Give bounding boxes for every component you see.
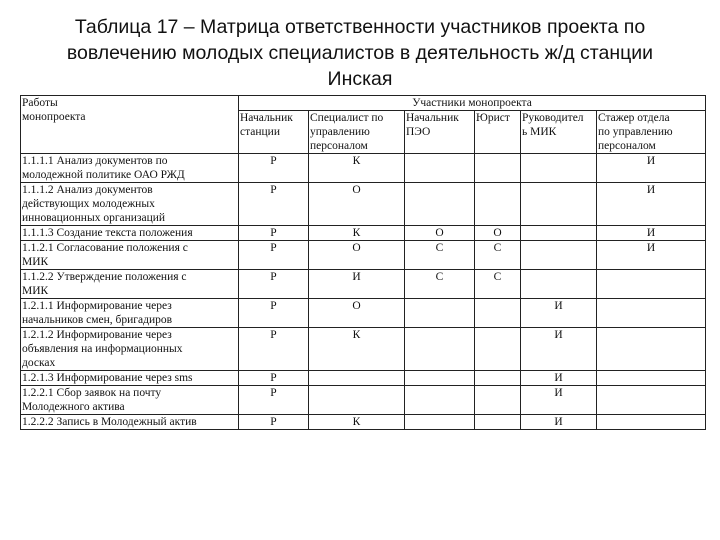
cell-line: инновационных организаций <box>22 212 166 224</box>
cell-line: досках <box>22 357 56 369</box>
table-row <box>21 371 706 386</box>
work-cell <box>21 226 239 241</box>
title-line: Инская <box>327 68 393 90</box>
responsibility-cell <box>597 328 706 371</box>
responsibility-cell: Р <box>239 226 309 241</box>
responsibility-cell: Р <box>239 299 309 328</box>
cell-line: 1.1.1.3 Создание текста положения <box>22 227 193 239</box>
cell-line: Стажер отдела <box>598 112 670 124</box>
cell-line: объявления на информационных <box>22 343 183 355</box>
cell-line: 1.2.1.3 Информирование через sms <box>22 372 193 384</box>
responsibility-cell: О <box>405 226 475 241</box>
cell-line: МИК <box>22 256 49 268</box>
responsibility-cell: С <box>405 270 475 299</box>
participant-header-cell <box>597 111 706 154</box>
cell-line: Начальник <box>240 112 293 124</box>
responsibility-cell: О <box>309 183 405 226</box>
responsibility-cell: И <box>309 270 405 299</box>
table-row <box>21 241 706 270</box>
responsibility-cell: И <box>597 241 706 270</box>
works-header-cell <box>21 96 239 154</box>
responsibility-cell: Р <box>239 241 309 270</box>
cell-line: Специалист по <box>310 112 384 124</box>
cell-line: Руководител <box>522 112 584 124</box>
responsibility-cell: И <box>597 226 706 241</box>
work-cell <box>21 371 239 386</box>
responsibility-cell <box>521 241 597 270</box>
table-row <box>21 386 706 415</box>
responsibility-cell <box>405 371 475 386</box>
responsibility-cell <box>475 415 521 430</box>
responsibility-cell <box>475 154 521 183</box>
responsibility-cell <box>521 270 597 299</box>
responsibility-cell: К <box>309 154 405 183</box>
work-cell <box>21 241 239 270</box>
responsibility-cell: К <box>309 226 405 241</box>
participant-header-cell <box>309 111 405 154</box>
table-row <box>21 226 706 241</box>
work-cell <box>21 154 239 183</box>
responsibility-cell: С <box>475 270 521 299</box>
cell-line: начальников смен, бригадиров <box>22 314 173 326</box>
participant-header-cell <box>405 111 475 154</box>
work-cell <box>21 183 239 226</box>
table-row <box>21 183 706 226</box>
responsibility-cell: Р <box>239 371 309 386</box>
responsibility-cell <box>475 299 521 328</box>
header-row-group <box>21 96 706 111</box>
cell-line: персоналом <box>598 140 656 152</box>
cell-line: станции <box>240 126 280 138</box>
cell-line: 1.1.2.1 Согласование положения с <box>22 242 188 254</box>
responsibility-cell <box>597 371 706 386</box>
responsibility-cell <box>475 371 521 386</box>
cell-line: 1.2.1.2 Информирование через <box>22 329 172 341</box>
cell-line: монопроекта <box>22 111 86 123</box>
responsibility-cell <box>597 270 706 299</box>
responsibility-cell: С <box>405 241 475 270</box>
cell-line: действующих молодежных <box>22 198 155 210</box>
work-cell <box>21 386 239 415</box>
responsibility-cell <box>309 371 405 386</box>
cell-line: ПЭО <box>406 126 431 138</box>
table-row <box>21 415 706 430</box>
responsibility-cell: Р <box>239 183 309 226</box>
cell-line: 1.2.2.1 Сбор заявок на почту <box>22 387 162 399</box>
table-row <box>21 270 706 299</box>
responsibility-cell <box>405 386 475 415</box>
responsibility-cell: Р <box>239 415 309 430</box>
responsibility-cell <box>475 328 521 371</box>
responsibility-cell <box>475 183 521 226</box>
responsibility-cell: Р <box>239 154 309 183</box>
responsibility-cell <box>405 154 475 183</box>
responsibility-cell <box>597 299 706 328</box>
cell-line: управлению <box>310 126 370 138</box>
cell-line: МИК <box>22 285 49 297</box>
work-cell <box>21 328 239 371</box>
cell-line: молодежной политике ОАО РЖД <box>22 169 185 181</box>
cell-line: персоналом <box>310 140 368 152</box>
cell-line: Начальник <box>406 112 459 124</box>
responsibility-cell: О <box>309 241 405 270</box>
responsibility-cell: Р <box>239 328 309 371</box>
responsibility-cell: И <box>521 299 597 328</box>
participant-header-cell <box>475 111 521 154</box>
cell-line: Юрист <box>476 112 510 124</box>
participant-header-cell <box>239 111 309 154</box>
responsibility-cell: О <box>309 299 405 328</box>
responsibility-cell <box>597 415 706 430</box>
responsibility-cell: С <box>475 241 521 270</box>
responsibility-cell <box>405 415 475 430</box>
responsibility-cell: О <box>475 226 521 241</box>
cell-line: 1.1.2.2 Утверждение положения с <box>22 271 187 283</box>
responsibility-cell: И <box>521 371 597 386</box>
work-cell <box>21 299 239 328</box>
table-row <box>21 299 706 328</box>
responsibility-cell <box>521 226 597 241</box>
participant-header-cell <box>521 111 597 154</box>
cell-line: Молодежного актива <box>22 401 125 413</box>
responsibility-cell <box>521 183 597 226</box>
table-row <box>21 154 706 183</box>
responsibility-cell: К <box>309 415 405 430</box>
responsibility-cell: Р <box>239 386 309 415</box>
cell-line: Работы <box>22 97 58 109</box>
work-cell <box>21 270 239 299</box>
responsibility-cell <box>405 328 475 371</box>
responsibility-cell <box>405 183 475 226</box>
document-title <box>40 14 680 92</box>
responsibility-cell: И <box>521 386 597 415</box>
responsibility-cell: И <box>521 328 597 371</box>
responsibility-cell <box>597 386 706 415</box>
cell-line: 1.1.1.2 Анализ документов <box>22 184 153 196</box>
responsibility-cell <box>309 386 405 415</box>
responsibility-matrix-table <box>20 95 706 430</box>
responsibility-cell: К <box>309 328 405 371</box>
responsibility-cell: Р <box>239 270 309 299</box>
cell-line: 1.2.1.1 Информирование через <box>22 300 172 312</box>
responsibility-cell: И <box>597 183 706 226</box>
responsibility-cell: И <box>597 154 706 183</box>
cell-line: по управлению <box>598 126 673 138</box>
cell-line: 1.2.2.2 Запись в Молодежный актив <box>22 416 197 428</box>
responsibility-cell <box>521 154 597 183</box>
table-row <box>21 328 706 371</box>
responsibility-cell: И <box>521 415 597 430</box>
responsibility-cell <box>475 386 521 415</box>
cell-line: ь МИК <box>522 126 557 138</box>
title-line: Таблица 17 – Матрица ответственности участников проекта по <box>74 16 646 38</box>
title-line: вовлечению молодых специалистов в деятельность ж/д станции <box>66 42 654 64</box>
work-cell <box>21 415 239 430</box>
cell-line: 1.1.1.1 Анализ документов по <box>22 155 168 167</box>
participants-group-header: Участники монопроекта <box>239 96 706 111</box>
responsibility-cell <box>405 299 475 328</box>
matrix-body <box>21 96 706 430</box>
